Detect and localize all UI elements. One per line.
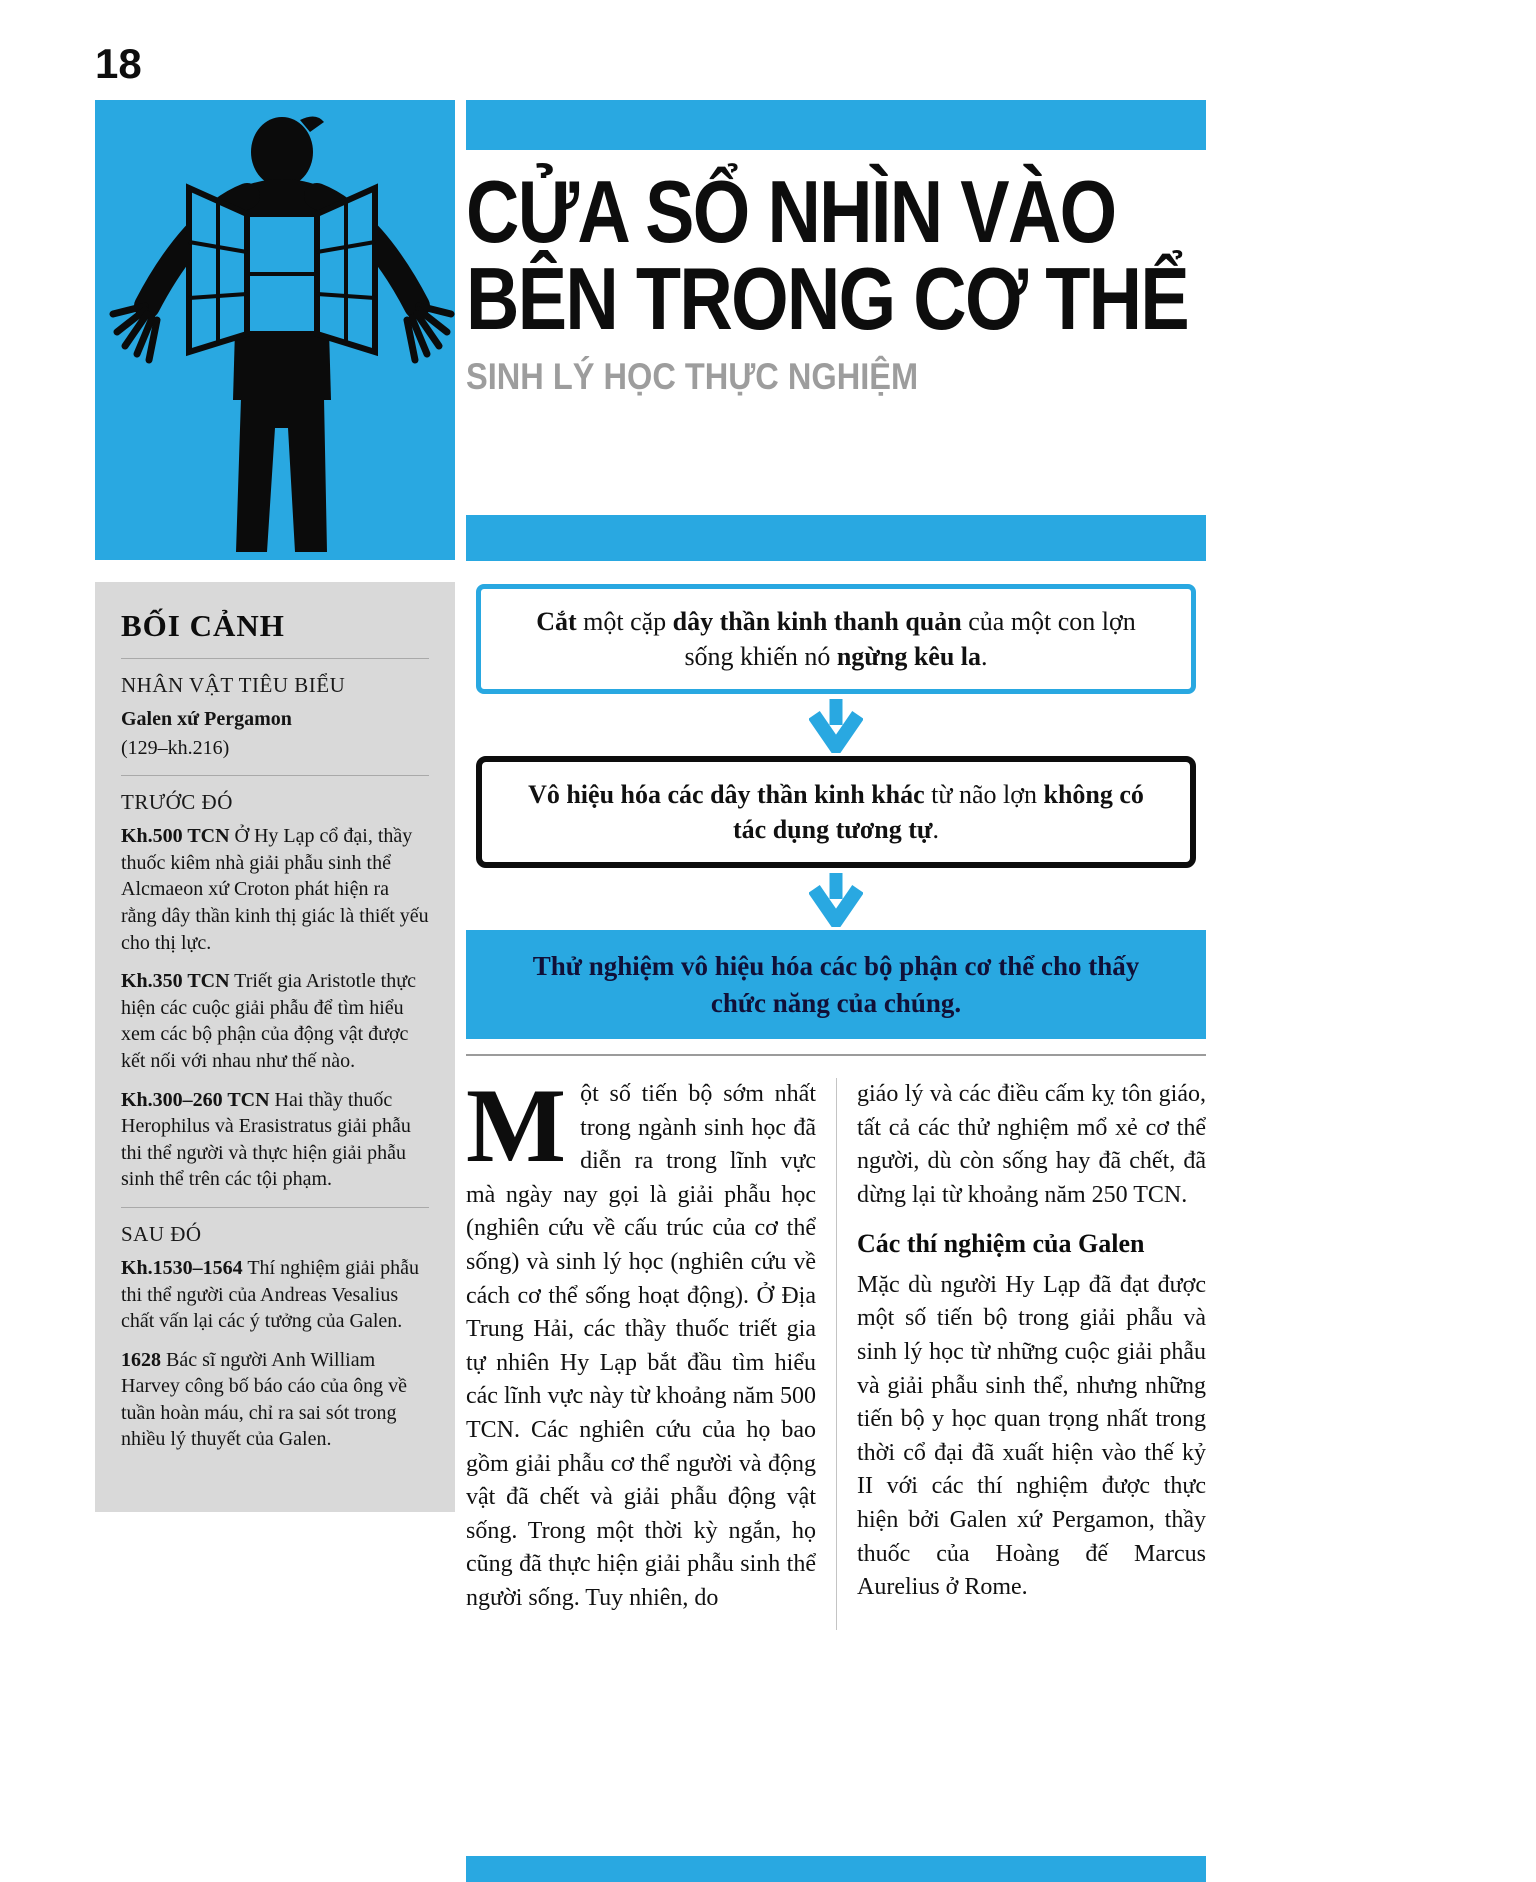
illustration-svg [95, 100, 455, 560]
section-label: TRƯỚC ĐÓ [121, 790, 233, 815]
article-column-1 [466, 1067, 836, 1630]
section-label: NHÂN VẬT TIÊU BIỂU [121, 673, 346, 697]
opening-text: ột số tiến bộ sớm nhất trong ngành sinh học đã diễn ra trong lĩnh vực mà ngày nay gọi là giải phẫu học (nghiên cứu về cấu trúc của cơ thể sống) và sinh lý học (nghiên cứu về cách cơ thể sống hoạt động). Ở Địa Trung Hải, các thầy thuốc triết gia tự nhiên Hy Lạp bắt đầu tìm hiểu các lĩnh vực này từ khoảng năm 500 TCN. Các nghiên cứu của họ bao gồm giải phẫu cơ thể người và động vật đã chết và giải phẫu động vật sống. Trong một thời kỳ ngắn, họ cũng đã thực hiện giải phẫu sinh thể người sống. Tuy nhiên, do [466, 1081, 816, 1611]
article-paragraph: Mặc dù người Hy Lạp đã đạt được một số tiến bộ trong giải phẫu và sinh lý học từ những cuộc giải phẫu và giải phẫu sinh thể, nhưng những tiến bộ y học quan trọng nhất trong thời cổ đại đã xuất hiện vào thế kỷ II với các thí nghiệm được thực hiện bởi Galen xứ Pergamon, thầy thuốc của Hoàng đế Marcus Aurelius ở Rome. [857, 1271, 1206, 1601]
sidebar-paragraph: Kh.500 TCN Ở Hy Lạp cổ đại, thầy thuốc kiêm nhà giải phẫu sinh thể Alcmaeon xứ Croton phát hiện ra rằng dây thần kinh thị giác là thiết yếu cho thị lực. [121, 825, 429, 954]
sidebar-paragraph: Kh.350 TCN Triết gia Aristotle thực hiện các cuộc giải phẫu để tìm hiểu xem các bộ phận của động vật được kết nối với nhau như thế nào. [121, 970, 416, 1072]
mid-accent-bar [466, 515, 1206, 561]
flowchart-conclusion-box: Thử nghiệm vô hiệu hóa các bộ phận cơ thể cho thấy chức năng của chúng. [466, 930, 1206, 1039]
title-line-1: CỬA SỔ NHÌN VÀO [466, 162, 1116, 261]
page-subtitle: SINH LÝ HỌC THỰC NGHIỆM [466, 356, 919, 398]
title-line-2: BÊN TRONG CƠ THỂ [466, 249, 1188, 349]
opening-paragraph [466, 1067, 816, 1616]
arrow-down-icon [809, 871, 863, 927]
sidebar-paragraph: 1628 Bác sĩ người Anh William Harvey công bố báo cáo của ông về tuần hoàn máu, chỉ ra sai sót trong nhiều lý thuyết của Galen. [121, 1348, 407, 1451]
sidebar-section-after [121, 1222, 429, 1453]
sidebar-title: BỐI CẢNH [121, 608, 285, 643]
divider [121, 658, 429, 659]
context-sidebar [95, 582, 455, 1512]
footer-accent-bar [466, 1856, 1206, 1882]
top-accent-bar [466, 100, 1206, 150]
dropcap: M [466, 1067, 567, 1184]
article-column-2 [836, 1078, 1206, 1630]
flowchart-box-1: Cắt một cặp dây thần kinh thanh quản của một con lợn sống khiến nó ngừng kêu la. [476, 584, 1196, 694]
sidebar-paragraph: Galen xứ Pergamon [121, 708, 292, 730]
title-block [466, 162, 1366, 398]
chest-window [189, 188, 375, 352]
sidebar-paragraph: Kh.300–260 TCN Hai thầy thuốc Herophilus và Erasistratus giải phẫu thi thể người và thực hiện giải phẫu sinh thể trên các tội phạm. [121, 1088, 411, 1191]
article-paragraph: giáo lý và các điều cấm kỵ tôn giáo, tất cả các thử nghiệm mổ xẻ cơ thể người, dù còn sống hay đã chết, đã dừng lại từ khoảng năm 250 TCN. [857, 1081, 1206, 1208]
article-divider [466, 1054, 1206, 1056]
divider [121, 775, 429, 776]
sidebar-paragraph: (129–kh.216) [121, 736, 230, 759]
page-title [466, 162, 1222, 349]
section-label: SAU ĐÓ [121, 1221, 202, 1246]
figure-with-window-in-chest-icon [95, 100, 455, 560]
flowchart [466, 584, 1206, 1039]
flowchart-box-2: Vô hiệu hóa các dây thần kinh khác từ não lợn không có tác dụng tương tự. [476, 756, 1196, 868]
page-number: 18 [95, 40, 142, 87]
sidebar-paragraph: Kh.1530–1564 Thí nghiệm giải phẫu thi thể người của Andreas Vesalius chất vấn lại các ý tưởng của Galen. [121, 1256, 419, 1333]
main-column [466, 0, 1206, 1882]
article-body [466, 1067, 1206, 1630]
article-subheading: Các thí nghiệm của Galen [857, 1229, 1145, 1259]
sidebar-section-before [121, 790, 429, 1193]
arrow-down-icon [809, 697, 863, 753]
divider [121, 1207, 429, 1208]
sidebar-section-key-figure [121, 673, 429, 761]
